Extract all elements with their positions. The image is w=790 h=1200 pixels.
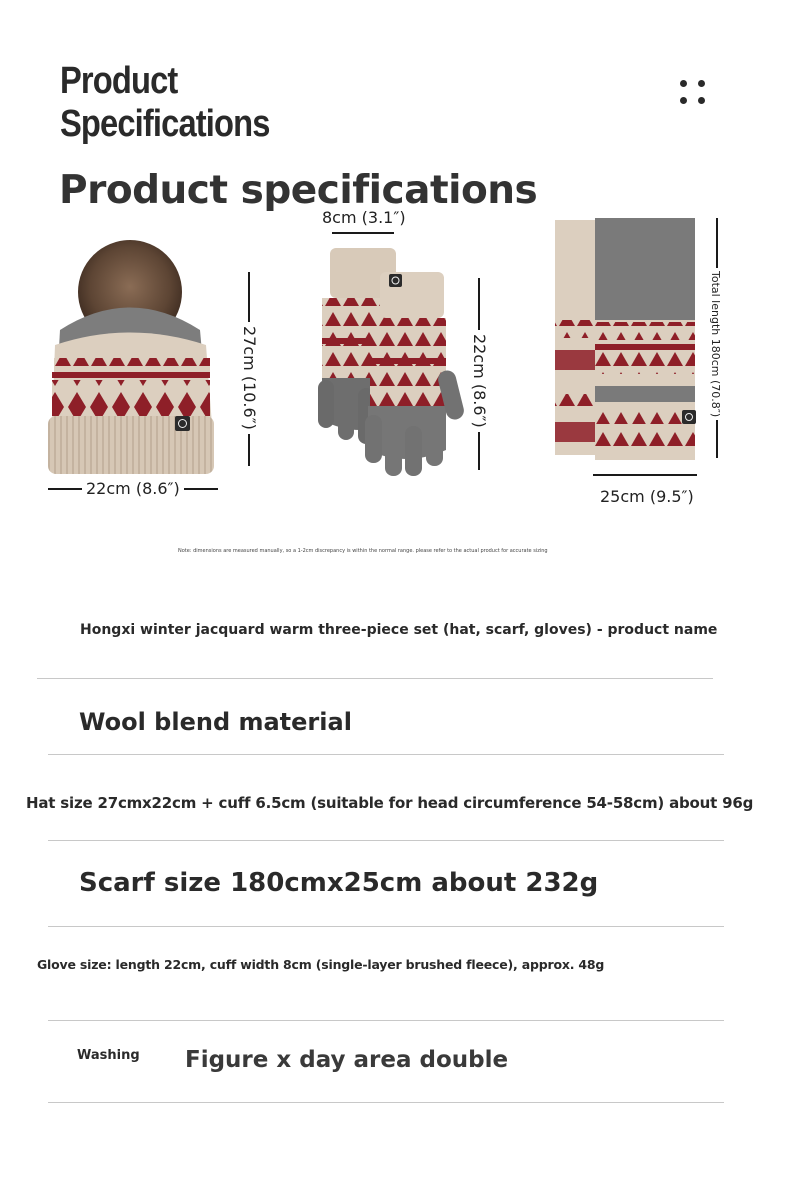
spec-material: Wool blend material	[79, 708, 352, 736]
measurement-note: Note: dimensions are measured manually, so a 1-2cm discrepancy is within the normal range. please refer to the actual product for accurate sizing	[178, 548, 548, 554]
divider	[48, 754, 724, 755]
more-dots-icon[interactable]	[678, 78, 708, 108]
spec-product-name: Hongxi winter jacquard warm three-piece set (hat, scarf, gloves) - product name	[80, 622, 718, 638]
hat-width-label: 22cm (8.6″)	[82, 479, 184, 498]
page-title	[60, 60, 270, 146]
gloves-illustration	[318, 248, 466, 476]
hat-illustration	[48, 240, 214, 474]
glove-cuff-label: 8cm (3.1″)	[322, 208, 406, 227]
section-subtitle: Product specifications	[59, 168, 538, 213]
divider	[48, 840, 724, 841]
glove-cuff-line	[332, 232, 394, 234]
spec-glove-size: Glove size: length 22cm, cuff width 8cm (single-layer brushed fleece), approx. 48g	[37, 957, 605, 972]
divider	[48, 926, 724, 927]
spec-washing-value: Figure x day area double	[185, 1047, 509, 1073]
hat-height-label: 27cm (10.6″)	[240, 322, 259, 434]
glove-length-label: 22cm (8.6″)	[470, 330, 489, 432]
scarf-width-label: 25cm (9.5″)	[600, 487, 694, 506]
spec-washing-label: Washing	[77, 1048, 140, 1063]
divider	[48, 1020, 724, 1021]
divider	[37, 678, 713, 679]
divider	[48, 1102, 724, 1103]
product-illustration	[0, 210, 790, 510]
page-title-line2: Specifications	[60, 103, 270, 145]
scarf-width-line	[593, 474, 697, 476]
spec-scarf-size: Scarf size 180cmx25cm about 232g	[79, 868, 599, 898]
page-title-line1: Product	[60, 60, 178, 102]
spec-hat-size: Hat size 27cmx22cm + cuff 6.5cm (suitable for head circumference 54-58cm) about 96g	[26, 794, 754, 812]
scarf-length-label: Total length 180cm (70.8″)	[709, 268, 722, 420]
scarf-illustration	[555, 218, 696, 460]
